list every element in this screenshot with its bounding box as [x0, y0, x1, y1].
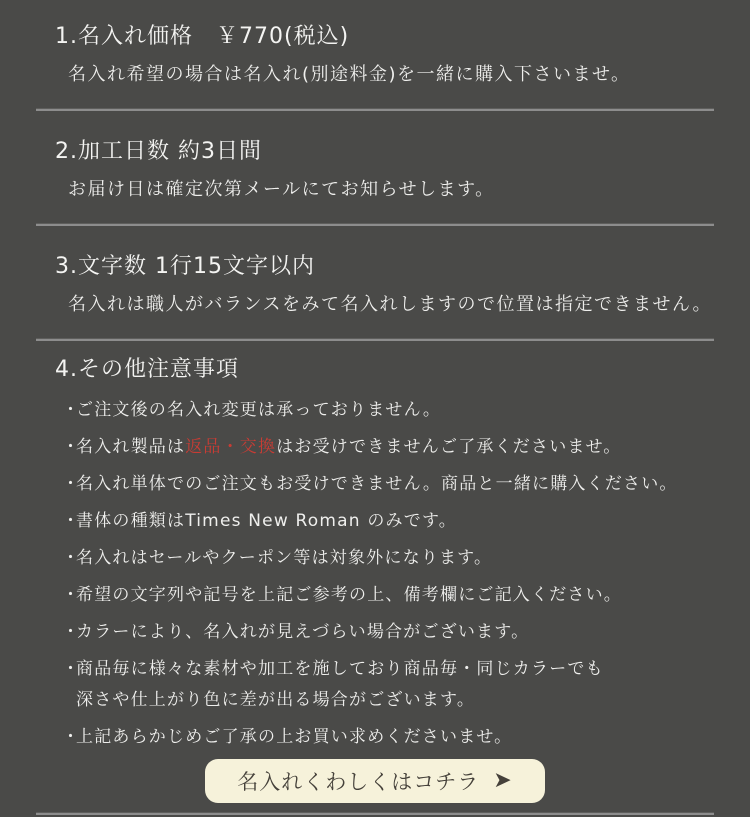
list-item	[62, 506, 714, 537]
note-text: 書体の種類はTimes New Roman のみです。	[76, 511, 457, 531]
list-item	[62, 432, 714, 463]
note-text	[76, 432, 622, 463]
section-char-count	[36, 252, 714, 318]
section-char-count-note: 名入れは職人がバランスをみて名入れしますので位置は指定できません。	[68, 294, 713, 315]
list-item	[62, 469, 714, 500]
bullet-icon: ・	[62, 548, 81, 568]
section-processing-days-heading: 2.加工日数 約3日間	[55, 139, 262, 164]
list-item	[62, 395, 714, 426]
list-item	[62, 543, 714, 574]
note-text-highlight-red: 返品・交換	[185, 437, 277, 457]
bullet-icon: ・	[62, 474, 81, 494]
note-text-suffix: はお受けできませんご了承くださいませ。	[276, 437, 622, 457]
bullet-icon: ・	[62, 659, 81, 679]
list-item	[62, 617, 714, 648]
section-price-note: 名入れ希望の場合は名入れ(別途料金)を一緒に購入下さいませ。	[68, 64, 631, 85]
note-text: 希望の文字列や記号を上記ご参考の上、備考欄にご記入ください。	[76, 585, 622, 605]
note-text: 名入れはセールやクーポン等は対象外になります。	[76, 548, 493, 568]
note-text-prefix: 名入れ製品は	[76, 437, 186, 457]
note-text	[76, 654, 604, 716]
bullet-icon: ・	[62, 622, 81, 642]
note-text: カラーにより、名入れが見えづらい場合がございます。	[76, 622, 530, 642]
section-processing-days-note: お届け日は確定次第メールにてお知らせします。	[68, 179, 495, 200]
notes-list	[36, 395, 714, 753]
bullet-icon: ・	[62, 585, 81, 605]
section-divider	[36, 108, 714, 111]
section-divider	[36, 812, 714, 815]
note-text: 上記あらかじめご了承の上お買い求めくださいませ。	[76, 727, 513, 747]
note-text: ご注文後の名入れ変更は承っておりません。	[76, 400, 442, 420]
naire-details-button-label: 名入れくわしくはコチラ	[237, 770, 480, 794]
section-other-notes-heading: 4.その他注意事項	[55, 357, 239, 382]
cta-button-row	[36, 759, 714, 803]
note-text-line1: 商品毎に様々な素材や加工を施しており商品毎・同じカラーでも	[76, 659, 604, 679]
section-processing-days	[36, 137, 714, 203]
list-item	[62, 654, 714, 716]
bullet-icon: ・	[62, 727, 81, 747]
list-item	[62, 580, 714, 611]
bullet-icon: ・	[62, 511, 81, 531]
section-divider	[36, 223, 714, 226]
note-text: 名入れ単体でのご注文もお受けできません。商品と一緒に購入ください。	[76, 474, 678, 494]
section-divider	[36, 338, 714, 341]
bullet-icon: ・	[62, 437, 81, 457]
section-other-notes	[36, 355, 714, 753]
naire-details-button[interactable]	[205, 759, 545, 803]
note-text-line2: 深さや仕上がり色に差が出る場合がございます。	[76, 690, 476, 710]
section-price-heading: 1.名入れ価格 ￥770(税込)	[55, 24, 350, 49]
bullet-icon: ・	[62, 400, 81, 420]
section-price	[36, 22, 714, 88]
list-item	[62, 722, 714, 753]
section-char-count-heading: 3.文字数 1行15文字以内	[55, 254, 315, 279]
arrow-right-icon: ➤	[493, 768, 513, 793]
